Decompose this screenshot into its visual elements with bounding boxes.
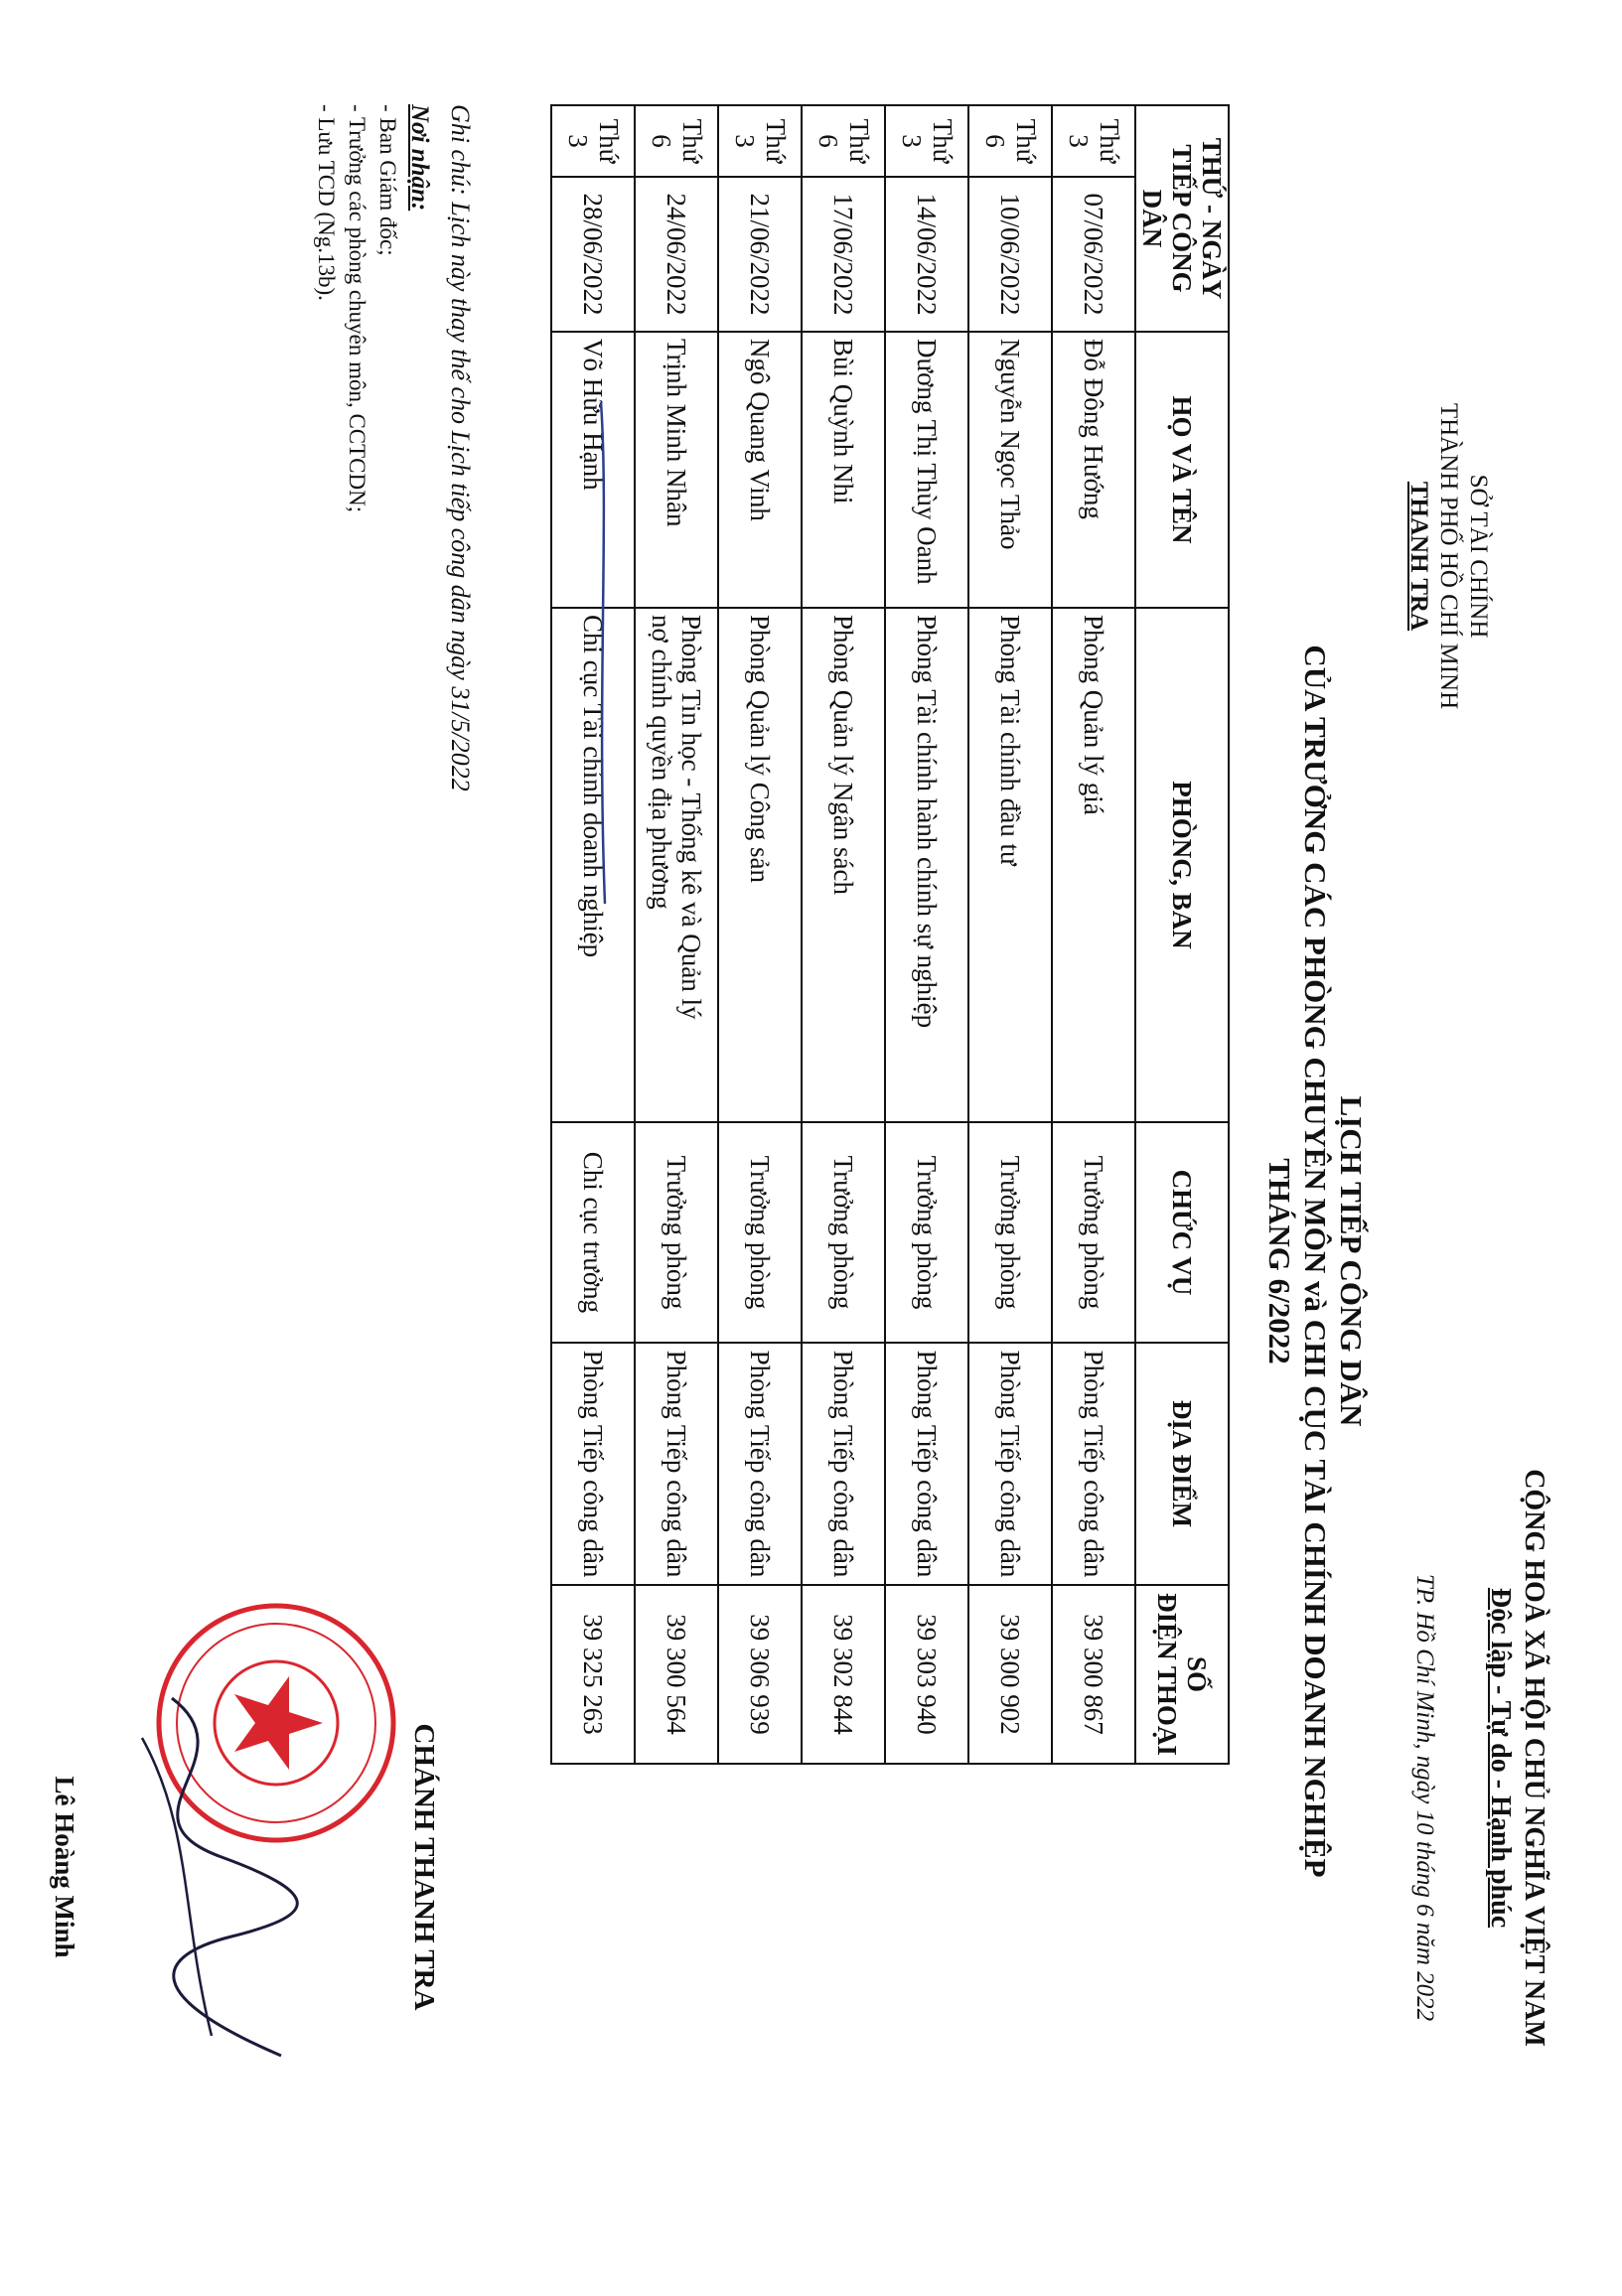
cell-date: 07/06/2022 — [1052, 177, 1135, 332]
cell-name: Ngô Quang Vinh — [718, 332, 802, 608]
place-date: TP. Hồ Chí Minh, ngày 10 tháng 6 năm 2022 — [1411, 1573, 1438, 2022]
cell-position: Trưởng phòng — [718, 1122, 802, 1343]
cell-weekday: Thứ 3 — [551, 105, 635, 177]
cell-date: 10/06/2022 — [968, 177, 1052, 332]
recipients-block — [311, 104, 435, 998]
cell-department: Phòng Tin học - Thống kê và Quản lý nợ chính quyền địa phương — [635, 608, 718, 1122]
recipient-item: - Ban Giám đốc; — [375, 104, 400, 256]
cell-location: Phòng Tiếp công dân — [1052, 1343, 1135, 1585]
cell-location: Phòng Tiếp công dân — [551, 1343, 635, 1585]
cell-phone: 39 300 867 — [1052, 1585, 1135, 1764]
org-line-3: THANH TRA — [1405, 481, 1432, 632]
cell-location: Phòng Tiếp công dân — [885, 1343, 968, 1585]
cell-date: 28/06/2022 — [551, 177, 635, 332]
cell-name: Võ Hữu Hạnh — [551, 332, 635, 608]
table-row — [885, 105, 968, 1764]
table-row — [551, 105, 635, 1764]
signer-title: CHÁNH THANH TRA — [408, 1723, 440, 2011]
note: Ghi chú: Lịch này thay thế cho Lịch tiếp công dân ngày 31/5/2022 — [446, 104, 475, 791]
cell-phone: 39 302 844 — [802, 1585, 885, 1764]
cell-location: Phòng Tiếp công dân — [968, 1343, 1052, 1585]
cell-position: Trưởng phòng — [968, 1122, 1052, 1343]
cell-weekday: Thứ 6 — [635, 105, 718, 177]
cell-phone: 39 303 940 — [885, 1585, 968, 1764]
cell-weekday: Thứ 3 — [718, 105, 802, 177]
cell-department: Phòng Tài chính hành chính sự nghiệp — [885, 608, 968, 1122]
cell-position: Trưởng phòng — [1052, 1122, 1135, 1343]
table-row — [718, 105, 802, 1764]
cell-location: Phòng Tiếp công dân — [718, 1343, 802, 1585]
cell-position: Trưởng phòng — [802, 1122, 885, 1343]
cell-date: 21/06/2022 — [718, 177, 802, 332]
issuing-organization — [1403, 348, 1493, 765]
cell-date: 17/06/2022 — [802, 177, 885, 332]
table-row — [802, 105, 885, 1764]
org-line-1: SỞ TÀI CHÍNH — [1465, 474, 1492, 639]
cell-phone: 39 306 939 — [718, 1585, 802, 1764]
cell-name: Nguyễn Ngọc Thảo — [968, 332, 1052, 608]
cell-weekday: Thứ 6 — [802, 105, 885, 177]
cell-name: Bùi Quỳnh Nhi — [802, 332, 885, 608]
table-row — [1052, 105, 1135, 1764]
cell-weekday: Thứ 3 — [885, 105, 968, 177]
table-header-row — [1135, 105, 1229, 1764]
document-title — [1261, 417, 1369, 2105]
cell-department: Chi cục Tài chính doanh nghiệp — [551, 608, 635, 1122]
cell-phone: 39 300 564 — [635, 1585, 718, 1764]
cell-weekday: Thứ 3 — [1052, 105, 1135, 177]
header-name: HỌ VÀ TÊN — [1135, 332, 1229, 608]
header-location: ĐỊA ĐIỂM — [1135, 1343, 1229, 1585]
cell-department: Phòng Quản lý Ngân sách — [802, 608, 885, 1122]
national-header — [1483, 1361, 1550, 2155]
header-phone: SỐ ĐIỆN THOẠI — [1135, 1585, 1229, 1764]
header-date: THỨ - NGÀY TIẾP CÔNG DÂN — [1135, 105, 1229, 332]
cell-name: Dương Thị Thùy Oanh — [885, 332, 968, 608]
title-line-1: LỊCH TIẾP CÔNG DÂN — [1334, 1095, 1369, 1427]
title-line-2: CỦA TRƯỞNG CÁC PHÒNG CHUYÊN MÔN và CHI CỤC TÀI CHÍNH DOANH NGHIỆP — [1298, 645, 1333, 1878]
cell-position: Trưởng phòng — [635, 1122, 718, 1343]
schedule-table — [550, 104, 1230, 1765]
cell-name: Đỗ Đông Hướng — [1052, 332, 1135, 608]
signer-name: Lê Hoàng Minh — [50, 1776, 79, 1958]
table-row — [968, 105, 1052, 1764]
recipients-title: Nơi nhận: — [406, 104, 433, 212]
motto: Độc lập - Tự do - Hạnh phúc — [1485, 1587, 1516, 1929]
cell-department: Phòng Quản lý Công sản — [718, 608, 802, 1122]
cell-department: Phòng Tài chính đầu tư — [968, 608, 1052, 1122]
recipient-item: - Trưởng các phòng chuyên môn, CCTCDN; — [345, 104, 369, 513]
cell-location: Phòng Tiếp công dân — [635, 1343, 718, 1585]
recipient-item: - Lưu TCD (Ng.13b). — [314, 104, 339, 301]
cell-phone: 39 325 263 — [551, 1585, 635, 1764]
nation-name: CỘNG HOÀ XÃ HỘI CHỦ NGHĨA VIỆT NAM — [1519, 1469, 1549, 2047]
cell-date: 24/06/2022 — [635, 177, 718, 332]
handwritten-signature-icon — [92, 1678, 370, 2076]
title-line-3: THÁNG 6/2022 — [1262, 1158, 1297, 1364]
org-line-2: THÀNH PHỐ HỒ CHÍ MINH — [1435, 402, 1462, 710]
pen-underline-mark — [589, 397, 619, 914]
cell-location: Phòng Tiếp công dân — [802, 1343, 885, 1585]
header-position: CHỨC VỤ — [1135, 1122, 1229, 1343]
cell-phone: 39 300 902 — [968, 1585, 1052, 1764]
cell-date: 14/06/2022 — [885, 177, 968, 332]
table-row — [635, 105, 718, 1764]
cell-position: Chi cục trưởng — [551, 1122, 635, 1343]
cell-position: Trưởng phòng — [885, 1122, 968, 1343]
cell-department: Phòng Quản lý giá — [1052, 608, 1135, 1122]
header-department: PHÒNG, BAN — [1135, 608, 1229, 1122]
cell-weekday: Thứ 6 — [968, 105, 1052, 177]
cell-name: Trịnh Minh Nhân — [635, 332, 718, 608]
